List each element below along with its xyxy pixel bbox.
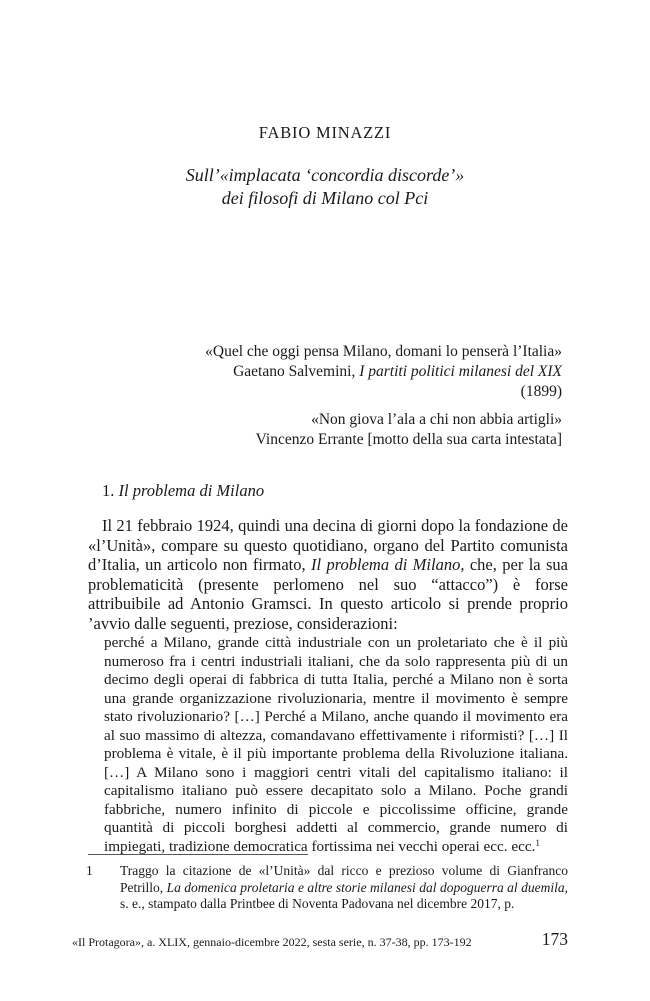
paragraph-italic-title: Il problema di Milano, [311,555,465,575]
paragraph-text-2: che, per la sua problematicità (presente perlomeno nel suo “attacco”) è forse attribuibile ad Antonio Gramsci. In questo articolo si prende proprio ’avvio dalle seguenti, preziose, considerazioni: [88,555,568,633]
article-title-line-1: Sull’«implacata ‘concordia discorde’» [185,165,465,185]
footnote-divider [88,854,308,855]
footnote-italic-title: La domenica proletaria e altre storie milanesi dal dopoguerra al duemila [166,879,565,895]
page-number: 173 [541,929,568,949]
epigraph-1-attribution [233,363,562,381]
section-heading [102,481,264,501]
epigraph-2-author: Vincenzo Errante [motto della sua carta intestata] [255,431,562,448]
section-title: Il problema di Milano [118,481,265,500]
journal-citation: «Il Protagora», a. XLIX, gennaio-dicembre 2022, sesta serie, n. 37-38, pp. 173-192 [72,935,472,949]
epigraph-1-author: Gaetano Salvemini, [233,363,360,380]
footnote-text-2: , s. e., stampato dalla Printbee di Noventa Padovana nel dicembre 2017, p. [120,879,569,912]
article-title-line-2: dei filosofi di Milano col Pci [221,188,429,208]
block-quote-text: perché a Milano, grande città industriale con un proletariato che è il più numeroso fra i centri industriali italiani, che da solo rappresenta più di un decimo degli operai di fabbrica di tutta Italia, perché a Milano non è sorta una grande organizzazione rivoluzionaria, mentre il movimento è sempre stato rivoluzionario? […] Perché a Milano, anche quando il movimento era al suo massimo di altezza, comandavano effettivamente i riformisti? […] Il problema è vitale, è il più importante problema della Rivoluzione italiana. […] A Milano sono i maggiori centri vitali del capitalismo italiano: il capitalismo italiano può essere decapitato solo a Milano. Poche grandi fabbriche, numero infinito di piccole e piccolissime officine, grande quantità di piccoli borghesi addetti al commercio, grande numero di impiegati, tradizione democratica fortissima nei vecchi operai ecc. ecc. [104,634,568,855]
article-author: FABIO MINAZZI [258,123,392,142]
footnote-reference[interactable]: 1 [535,837,540,848]
footnote-text [120,863,568,913]
footnote-number: 1 [86,863,93,878]
footnote-text-1: Traggo la citazione de «l’Unità» dal ricco e prezioso volume di Gianfranco Petrillo, [120,863,568,895]
body-paragraph [88,516,568,634]
paragraph-text-1: Il 21 febbraio 1924, quindi una decina di giorni dopo la fondazione de «l’Unità», compare su questo quotidiano, organo del Partito comunista d’Italia, un articolo non firmato, [88,516,568,575]
section-number: 1. [102,481,119,500]
epigraph-1-quote: «Quel che oggi pensa Milano, domani lo penserà l’Italia» [205,343,562,360]
block-quote [104,634,568,856]
epigraph-2-quote: «Non giova l’ala a chi non abbia artigli» [311,411,562,428]
epigraph-1-work: I partiti politici milanesi del XIX [359,363,562,380]
epigraph-1-year: (1899) [520,383,562,400]
